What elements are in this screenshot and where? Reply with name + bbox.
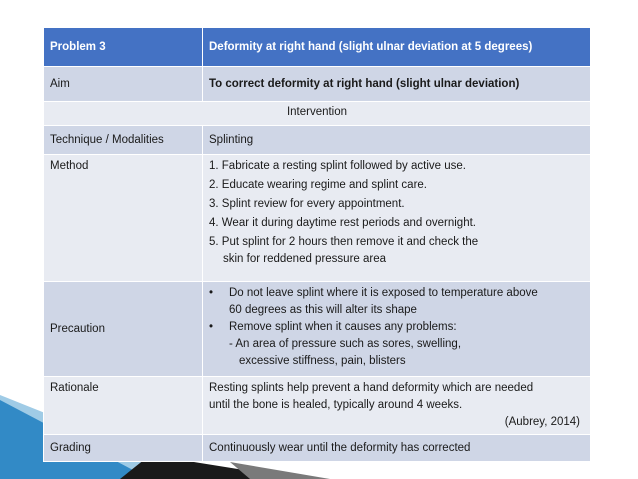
- rationale-line2: until the bone is healed, typically around 4 weeks.: [209, 399, 463, 411]
- method-step-1: 1. Fabricate a resting splint followed by active use.: [209, 160, 466, 172]
- rationale-label: Rationale: [44, 377, 203, 435]
- bullet-icon: •: [209, 287, 214, 299]
- table-row-method: [44, 155, 591, 282]
- method-step-5-continuation: skin for reddened pressure area: [223, 253, 387, 265]
- precaution-1-line2: 60 degrees as this will alter its shape: [229, 304, 417, 316]
- technique-label: Technique / Modalities: [44, 126, 203, 155]
- bullet-icon: •: [209, 321, 214, 333]
- precaution-list: [203, 282, 591, 377]
- method-steps: [203, 155, 591, 282]
- table-row-aim: [44, 67, 591, 102]
- header-deformity-cell: Deformity at right hand (slight ulnar deviation at 5 degrees): [203, 28, 591, 67]
- precaution-label: Precaution: [44, 282, 203, 377]
- table-row-intervention: [44, 102, 591, 126]
- intervention-heading: Intervention: [44, 102, 591, 126]
- technique-value: Splinting: [203, 126, 591, 155]
- grading-value: Continuously wear until the deformity has corrected: [203, 435, 591, 462]
- method-label: Method: [44, 155, 203, 282]
- precaution-1-line1: Do not leave splint where it is exposed to temperature above: [229, 287, 538, 299]
- grading-label: Grading: [44, 435, 203, 462]
- table-row-grading: [44, 435, 591, 462]
- rationale-text: [203, 377, 591, 435]
- rationale-citation: (Aubrey, 2014): [504, 416, 580, 428]
- header-problem-cell: Problem 3: [44, 28, 203, 67]
- table-row-rationale: [44, 377, 591, 435]
- table-header-row: [44, 28, 591, 67]
- aim-value: To correct deformity at right hand (slight ulnar deviation): [203, 67, 591, 102]
- method-step-3: 3. Splint review for every appointment.: [209, 198, 405, 210]
- method-step-5: 5. Put splint for 2 hours then remove it and check the: [209, 236, 479, 248]
- precaution-2-line1: Remove splint when it causes any problems:: [229, 321, 457, 333]
- table-row-technique: [44, 126, 591, 155]
- precaution-2-sub2: excessive stiffness, pain, blisters: [239, 355, 406, 367]
- precaution-bullet-2: [209, 319, 584, 336]
- rationale-line1: Resting splints help prevent a hand deformity which are needed: [209, 382, 534, 394]
- table-row-precaution: [44, 282, 591, 377]
- intervention-table: [43, 27, 591, 462]
- precaution-2-sub1: - An area of pressure such as sores, swelling,: [229, 338, 462, 350]
- method-step-4: 4. Wear it during daytime rest periods and overnight.: [209, 217, 476, 229]
- precaution-bullet-1: [209, 285, 584, 302]
- method-step-2: 2. Educate wearing regime and splint care.: [209, 179, 427, 191]
- aim-label: Aim: [44, 67, 203, 102]
